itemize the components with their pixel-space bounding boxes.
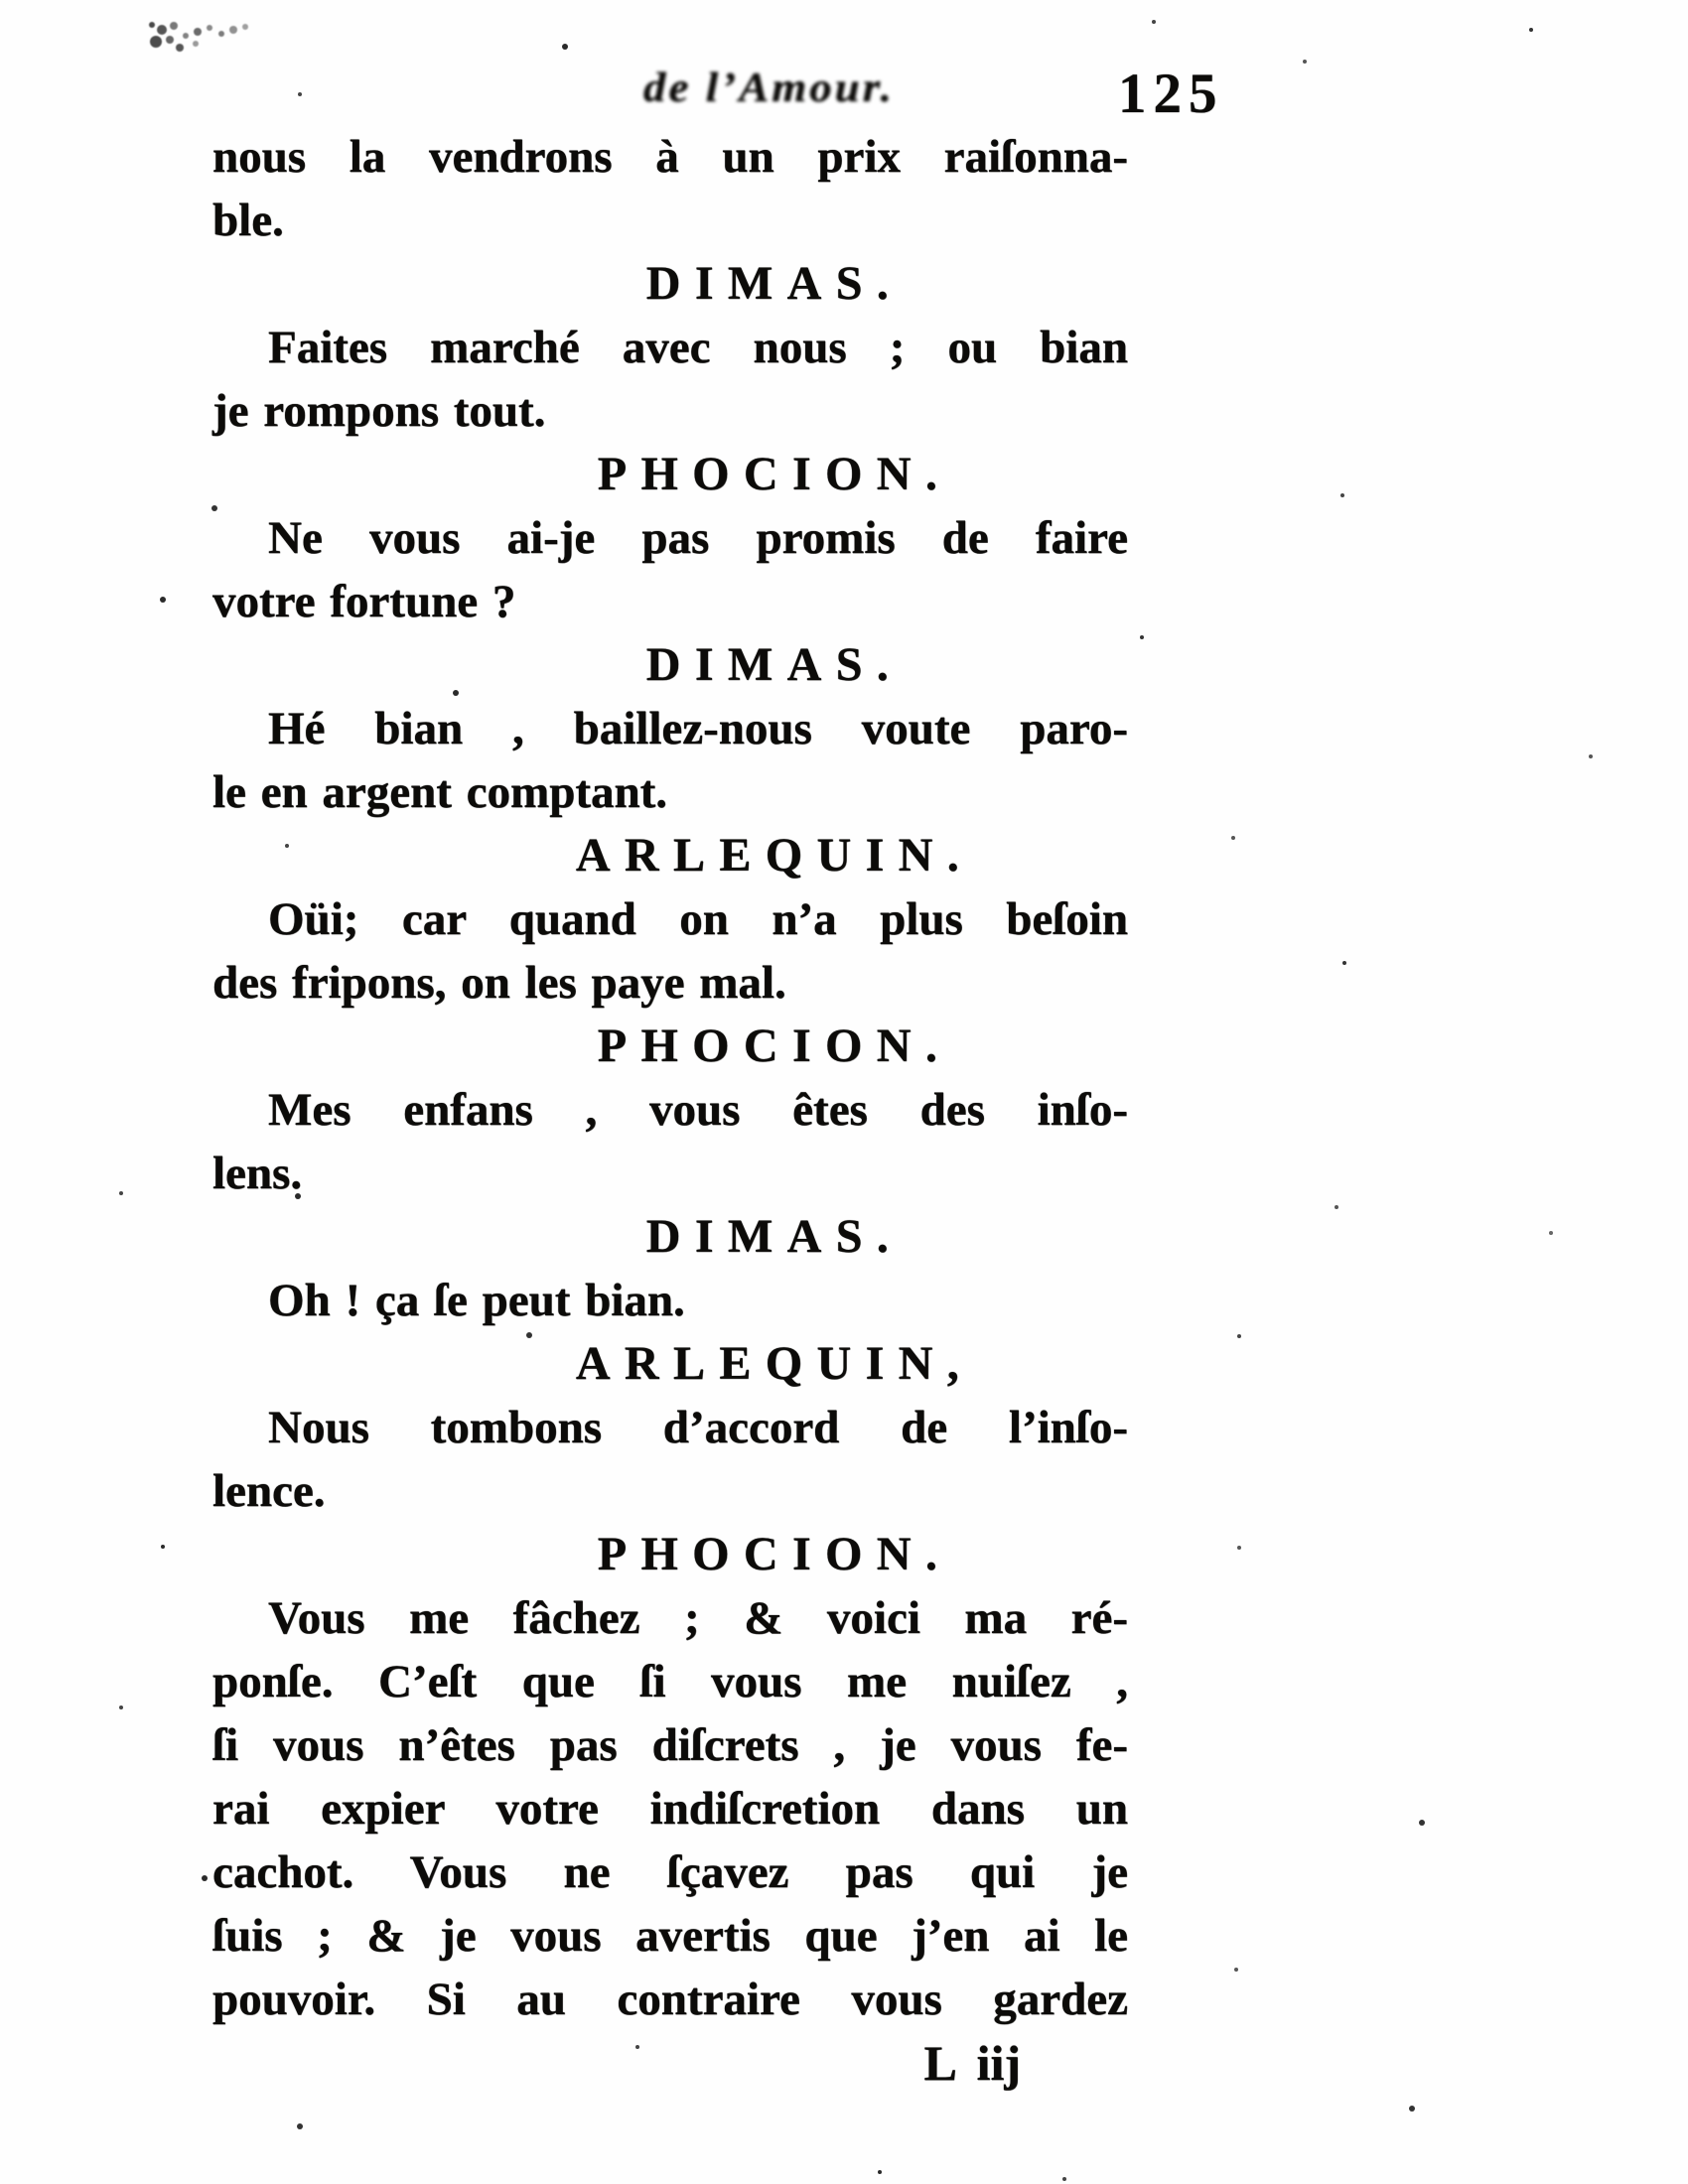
- running-title: de l’Amour.: [643, 64, 896, 111]
- speech-line: ſi vous n’êtes pas diſcrets , je vous fe-: [212, 1719, 1128, 1771]
- speaker-heading: DIMAS.: [645, 638, 904, 691]
- speech-line: Hé bian , baillez-nous voute paro-: [268, 703, 1128, 754]
- speaker-heading: ARLEQUIN.: [575, 829, 974, 882]
- speech-line: des fripons, on les paye mal.: [212, 957, 786, 1009]
- speech-line: Oüi; car quand on n’a plus beſoin: [268, 893, 1128, 945]
- speech-line: cachot. Vous ne ſçavez pas qui je: [212, 1846, 1128, 1898]
- speech-line: ponſe. C’eſt que ſi vous me nuiſez ,: [212, 1656, 1128, 1707]
- speaker-heading: PHOCION.: [597, 448, 952, 500]
- speech-line: Mes enfans , vous êtes des inſo-: [268, 1084, 1128, 1136]
- speech-line: votre fortune ?: [212, 576, 516, 627]
- speaker-heading: DIMAS.: [645, 1210, 904, 1263]
- speech-line: lence.: [212, 1465, 326, 1517]
- speech-line: je rompons tout.: [212, 385, 546, 437]
- speech-line: nous la vendrons à un prix raiſonna-: [212, 131, 1128, 183]
- speech-line: Nous tombons d’accord de l’inſo-: [268, 1402, 1128, 1453]
- dialogue-text: [212, 125, 1128, 2095]
- speech-line: Faites marché avec nous ; ou bian: [268, 322, 1128, 373]
- speaker-heading: PHOCION.: [597, 1528, 952, 1580]
- ink-smudge: [149, 22, 155, 28]
- speech-line: le en argent comptant.: [212, 766, 668, 818]
- speech-line: Oh ! ça ſe peut bian.: [268, 1275, 685, 1326]
- speech-line: rai expier votre indiſcretion dans un: [212, 1783, 1128, 1835]
- speech-line: ſuis ; & je vous avertis que j’en ai le: [212, 1910, 1128, 1962]
- speech-line: Ne vous ai-je pas promis de faire: [268, 512, 1128, 564]
- speaker-heading: ARLEQUIN,: [575, 1337, 974, 1390]
- speech-line: ble.: [212, 195, 284, 246]
- speech-line: pouvoir. Si au contraire vous gardez: [212, 1974, 1128, 2025]
- speech-line: lens.: [212, 1148, 303, 1199]
- speaker-heading: DIMAS.: [645, 257, 904, 310]
- signature-mark: L iij: [923, 2035, 1021, 2091]
- scan-speckles: [0, 0, 4, 4]
- speech-line: Vous me fâchez ; & voici ma ré-: [268, 1592, 1128, 1644]
- speaker-heading: PHOCION.: [597, 1020, 952, 1072]
- page-number: 125: [1118, 63, 1224, 125]
